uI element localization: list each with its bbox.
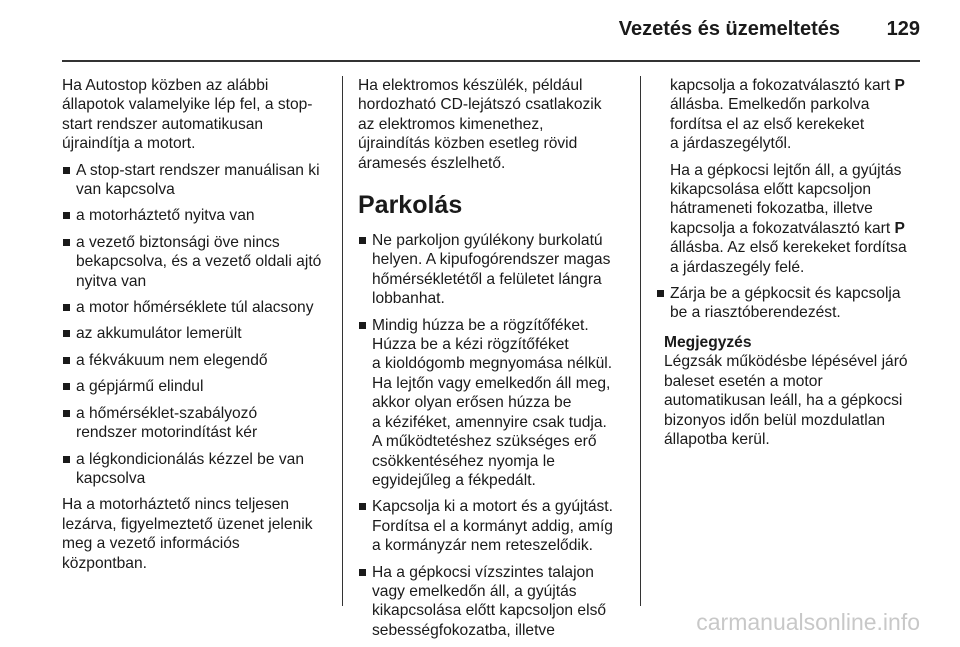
list-item: A stop-start rendszer manuálisan ki van kapcsolva	[62, 161, 328, 200]
col1-outro: Ha a motorháztető nincs teljesen lezárva, figyelmeztető üzenet jelenik meg a vezető információs központban.	[62, 496, 313, 572]
list-item: Zárja be a gépkocsit és kapcsolja be a riasztóberendezést.	[656, 284, 922, 323]
list-item: a hőmérséklet-szabályozó rendszer motorindítást kér	[62, 404, 328, 443]
column-3	[656, 76, 922, 449]
lock-list	[656, 284, 922, 323]
watermark: carmanualsonline.info	[696, 609, 920, 635]
list-item: a motorháztető nyitva van	[62, 206, 328, 225]
list-item: Mindig húzza be a rögzítőféket. Húzza be a kézi rögzítőféket a kioldógomb megnyomása nélkül. Ha lejtőn vagy emelkedőn áll meg, akkor olyan erősen húzza be a kéziféket, amennyire csak tudja. A működtetéshez szükséges erő csökkentéséhez nyomja le egyidejűleg a fékpedált.	[358, 316, 624, 491]
parking-list	[358, 231, 624, 640]
restart-conditions-list	[62, 161, 328, 489]
list-item: Ne parkoljon gyúlékony burkolatú helyen. A kipufogórendszer magas hőmérsékletétől a felületet lángra lobbanhat.	[358, 231, 624, 309]
list-item: a fékvákuum nem elegendő	[62, 351, 328, 370]
header-rule	[62, 60, 920, 62]
continuation-paragraph: kapcsolja a fokozatválasztó kart P állásba. Emelkedőn parkolva fordítsa el az első kerekeket a járdaszegélytől.	[670, 77, 905, 153]
list-item: a motor hőmérséklete túl alacsony	[62, 298, 328, 317]
list-item: Ha a gépkocsi vízszintes talajon vagy emelkedőn áll, a gyújtás kikapcsolása előtt kapcsoljon első sebességfokozatba, illetve	[358, 563, 624, 641]
list-item: Kapcsolja ki a motort és a gyújtást. Fordítsa el a kormányt addig, amíg a kormányzár nem reteszelődik.	[358, 497, 624, 555]
page-number: 129	[886, 18, 920, 40]
col2-intro: Ha elektromos készülék, például hordozható CD-lejátszó csatlakozik az elektromos kimenethez, újraindítás közben esetleg rövid áramesés észlelhető.	[358, 77, 602, 172]
list-item: az akkumulátor lemerült	[62, 324, 328, 343]
section-title-parking: Parkolás	[358, 191, 463, 220]
list-item: a légkondicionálás kézzel be van kapcsolva	[62, 450, 328, 489]
col1-intro: Ha Autostop közben az alábbi állapotok valamelyike lép fel, a stop- start rendszer automatikusan újraindítja a motort.	[62, 77, 313, 153]
column-2	[358, 76, 624, 647]
page-title: Vezetés és üzemeltetés	[618, 18, 840, 40]
gear-p-label: P	[894, 77, 905, 94]
gear-p-label: P	[894, 219, 905, 237]
column-divider-1	[342, 76, 343, 606]
list-item: a gépjármű elindul	[62, 377, 328, 396]
note-box: Megjegyzés Légzsák működésbe lépésével járó baleset esetén a motor automatikusan leáll, ha a gépkocsi bizonyos időn belül mozdulatlan állapotba kerül.	[656, 333, 922, 449]
list-item: a vezető biztonsági öve nincs bekapcsolva, és a vezető oldali ajtó nyitva van	[62, 233, 328, 291]
page-header	[62, 0, 920, 64]
note-title: Megjegyzés	[664, 333, 752, 351]
column-divider-2	[640, 76, 641, 606]
downhill-paragraph: Ha a gépkocsi lejtőn áll, a gyújtás kikapcsolása előtt kapcsoljon hátrameneti fokozatba, illetve kapcsolja a fokozatválasztó kart P állásba. Az első kerekeket fordítsa a járdaszegély felé.	[670, 161, 907, 276]
column-1	[62, 76, 328, 580]
